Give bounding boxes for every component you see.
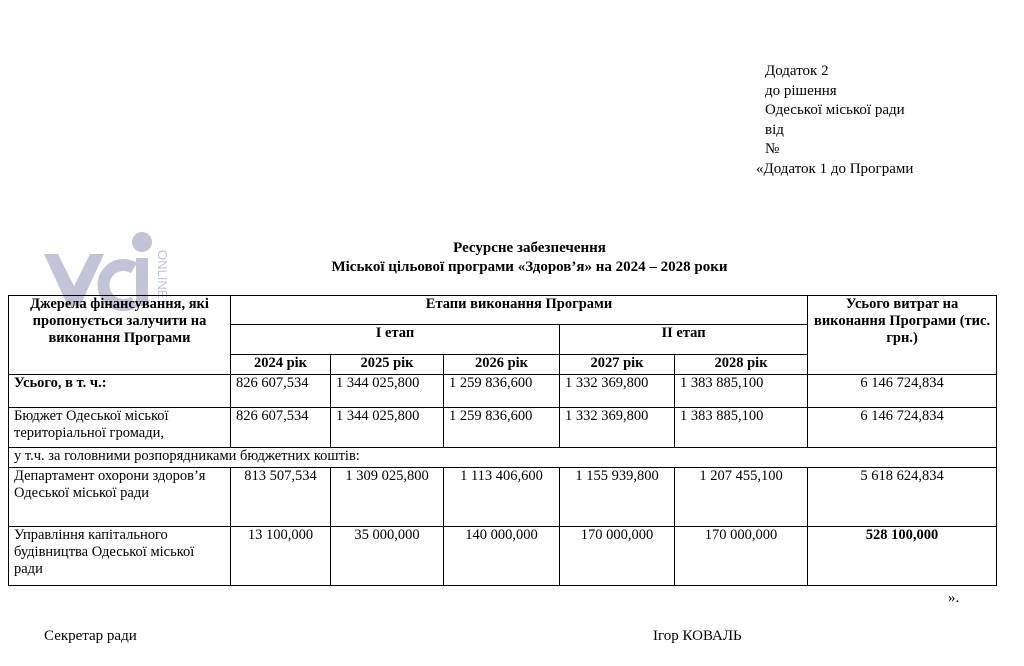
header-stage-1: І етап — [231, 325, 560, 355]
annex-line: Одеської міської ради — [765, 102, 905, 119]
cell-value: 1 155 939,800 — [560, 468, 675, 527]
cell-value: 1 383 885,100 — [675, 375, 808, 408]
closing-quote: ». — [948, 590, 960, 606]
header-year: 2025 рік — [331, 355, 444, 375]
row-label: Управління капітального будівництва Одеської міської ради — [9, 527, 231, 586]
table-subheader-row — [9, 448, 997, 468]
table-row — [9, 468, 997, 527]
cell-value: 826 607,534 — [231, 375, 331, 408]
cell-value: 1 207 455,100 — [675, 468, 808, 527]
row-total: 528 100,000 — [808, 527, 997, 586]
signature-position: Секретар ради — [44, 628, 137, 644]
cell-value: 1 113 406,600 — [444, 468, 560, 527]
cell-value: 813 507,534 — [231, 468, 331, 527]
cell-value: 170 000,000 — [560, 527, 675, 586]
cell-value: 1 309 025,800 — [331, 468, 444, 527]
table-row — [9, 408, 997, 448]
cell-value: 1 332 369,800 — [560, 408, 675, 448]
row-total: 5 618 624,834 — [808, 468, 997, 527]
watermark-text: ONLINE — [155, 250, 170, 299]
annex-line: № — [765, 141, 780, 158]
header-stage-2: ІІ етап — [560, 325, 808, 355]
annex-line: до рішення — [765, 82, 837, 99]
header-year: 2024 рік — [231, 355, 331, 375]
header-sources: Джерела фінансування, які пропонується залучити на виконання Програми — [9, 296, 231, 375]
row-total: 6 146 724,834 — [808, 408, 997, 448]
annex-line: «Додаток 1 до Програми — [756, 160, 914, 177]
cell-value: 140 000,000 — [444, 527, 560, 586]
header-year: 2028 рік — [675, 355, 808, 375]
header-year: 2026 рік — [444, 355, 560, 375]
cell-value: 170 000,000 — [675, 527, 808, 586]
cell-value: 1 383 885,100 — [675, 408, 808, 448]
row-label: Департамент охорони здоров’я Одеської міської ради — [9, 468, 231, 527]
row-label: Бюджет Одеської міської територіальної громади, — [9, 408, 231, 448]
cell-value: 1 332 369,800 — [560, 375, 675, 408]
cell-value: 35 000,000 — [331, 527, 444, 586]
annex-line: від — [765, 121, 784, 138]
annex-block — [756, 62, 913, 180]
row-total: 6 146 724,834 — [808, 375, 997, 408]
title-line-1: Ресурсне забезпечення — [453, 240, 606, 256]
resource-table — [8, 295, 997, 586]
cell-value: 1 259 836,600 — [444, 375, 560, 408]
table-row — [9, 527, 997, 586]
header-total: Усього витрат на виконання Програми (тис. грн.) — [808, 296, 997, 375]
signature-name: Ігор КОВАЛЬ — [653, 628, 742, 644]
title-line-2: Міської цільової програми «Здоров’я» на 2024 – 2028 роки — [331, 259, 728, 275]
header-year: 2027 рік — [560, 355, 675, 375]
cell-value: 1 344 025,800 — [331, 375, 444, 408]
subheader-text: у т.ч. за головними розпорядниками бюджетних коштів: — [9, 448, 997, 468]
annex-line: Додаток 2 — [765, 63, 829, 79]
cell-value: 1 259 836,600 — [444, 408, 560, 448]
table-row — [9, 375, 997, 408]
row-label: Усього, в т. ч.: — [9, 375, 231, 408]
cell-value: 826 607,534 — [231, 408, 331, 448]
header-stages: Етапи виконання Програми — [231, 296, 808, 325]
cell-value: 1 344 025,800 — [331, 408, 444, 448]
cell-value: 13 100,000 — [231, 527, 331, 586]
